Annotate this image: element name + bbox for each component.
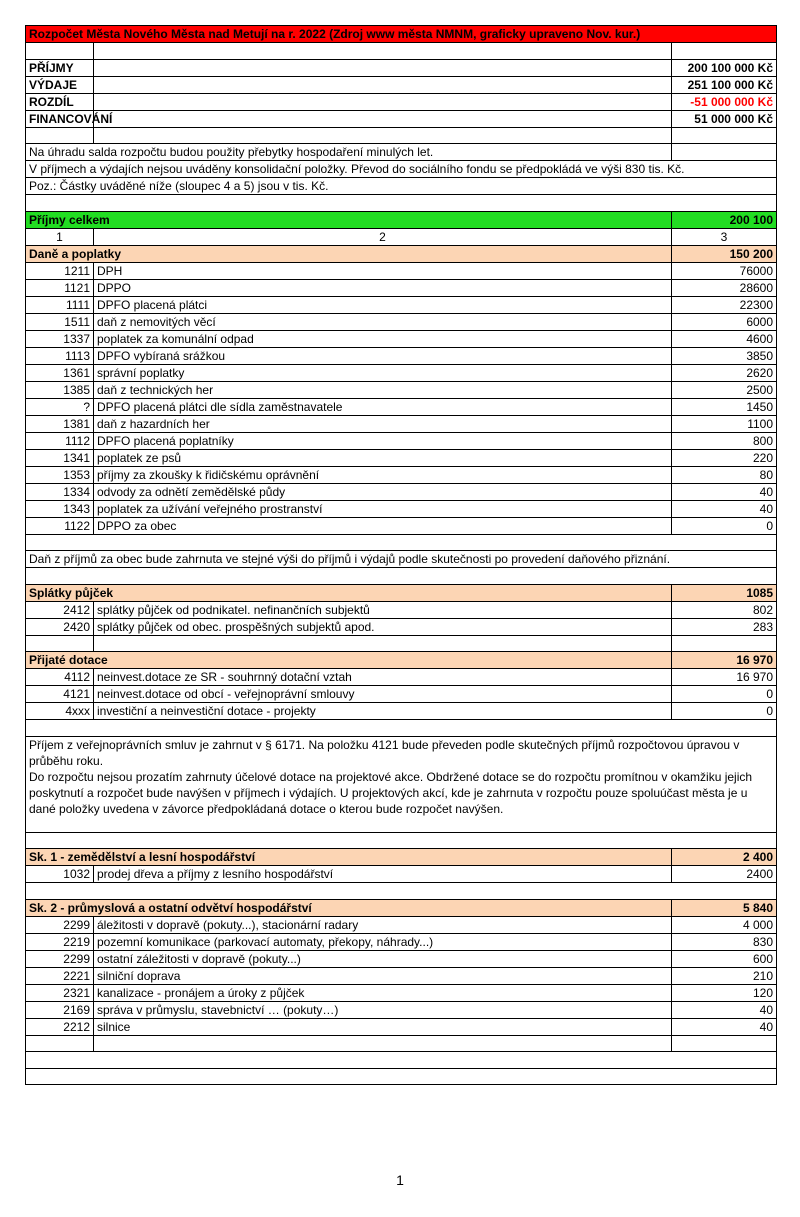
note-paragraph: Do rozpočtu nejsou prozatím zahrnuty účelové dotace na projektové akce. Obdržené dotace se do rozpočtu promítnou v okamžiku jejich poskytnutí a rozpočet bude navýšen v příjmech i výdajích. U projektových akcí, kde je zahrnuta v rozpočtu pouze spoluúčast města je u dané položky uvedena v závorce předpokládaná dotace o kterou bude rozpočet navýšen. [29, 769, 753, 816]
item-code: 4112 [26, 669, 94, 686]
item-name: daň z technických her [94, 381, 672, 398]
summary-value: 200 100 000 Kč [672, 59, 777, 76]
summary-row [26, 110, 777, 127]
item-code: 1122 [26, 517, 94, 534]
item-name: odvody za odnětí zemědělské půdy [94, 483, 672, 500]
item-name: silnice [94, 1018, 672, 1035]
dotace-header [26, 652, 777, 669]
item-name: správní poplatky [94, 364, 672, 381]
item-code: 2169 [26, 1001, 94, 1018]
dotace-label: Přijaté dotace [26, 652, 672, 669]
empty-cell [672, 43, 777, 60]
table-row [26, 347, 777, 364]
empty-cell [94, 635, 672, 652]
item-value: 2500 [672, 381, 777, 398]
item-value: 4 000 [672, 916, 777, 933]
item-value: 76000 [672, 262, 777, 279]
item-name: neinvest.dotace od obcí - veřejnoprávní smlouvy [94, 686, 672, 703]
item-code: 2219 [26, 933, 94, 950]
empty-row [26, 1068, 777, 1085]
item-value: 1100 [672, 415, 777, 432]
sk2-label: Sk. 2 - průmyslová a ostatní odvětví hospodářství [26, 899, 672, 916]
table-row [26, 432, 777, 449]
item-code: 1121 [26, 279, 94, 296]
column-header-row [26, 228, 777, 245]
table-row [26, 313, 777, 330]
empty-row [26, 43, 777, 60]
empty-cell [26, 883, 777, 900]
note-row [26, 144, 777, 161]
note-verejnopravni [26, 736, 777, 832]
item-value: 2400 [672, 866, 777, 883]
item-name: daň z hazardních her [94, 415, 672, 432]
dane-label: Daně a poplatky [26, 245, 672, 262]
item-value: 4600 [672, 330, 777, 347]
item-value: 28600 [672, 279, 777, 296]
item-name: příjmy za zkoušky k řidičskému oprávnění [94, 466, 672, 483]
sk2-total: 5 840 [672, 899, 777, 916]
item-code: 2212 [26, 1018, 94, 1035]
item-code: 1337 [26, 330, 94, 347]
empty-cell [26, 568, 777, 585]
item-name: ostatní záležitosti v dopravě (pokuty...) [94, 950, 672, 967]
table-row [26, 916, 777, 933]
item-value: 830 [672, 933, 777, 950]
item-value: 40 [672, 1001, 777, 1018]
table-row [26, 984, 777, 1001]
item-name: poplatek za komunální odpad [94, 330, 672, 347]
table-row [26, 686, 777, 703]
column-header: 1 [26, 228, 94, 245]
note-row [26, 551, 777, 568]
empty-cell [26, 1068, 777, 1085]
empty-row [26, 127, 777, 144]
table-row [26, 398, 777, 415]
summary-value: -51 000 000 Kč [672, 93, 777, 110]
summary-value: 251 100 000 Kč [672, 76, 777, 93]
note-row [26, 161, 777, 178]
item-value: 0 [672, 686, 777, 703]
item-name: splátky půjček od obec. prospěšných subjektů apod. [94, 618, 672, 635]
empty-cell [94, 43, 672, 60]
dane-total: 150 200 [672, 245, 777, 262]
item-code: 1353 [26, 466, 94, 483]
item-name: pozemní komunikace (parkovací automaty, překopy, náhrady...) [94, 933, 672, 950]
item-name: daň z nemovitých věcí [94, 313, 672, 330]
empty-cell [26, 127, 94, 144]
table-row [26, 950, 777, 967]
summary-value: 51 000 000 Kč [672, 110, 777, 127]
table-row [26, 449, 777, 466]
note-pozn: Poz.: Částky uváděné níže (sloupec 4 a 5) jsou v tis. Kč. [26, 178, 777, 195]
empty-row [26, 832, 777, 849]
item-code: 1113 [26, 347, 94, 364]
empty-cell [26, 195, 777, 212]
item-name: správa v průmyslu, stavebnictví … (pokuty…) [94, 1001, 672, 1018]
table-row [26, 618, 777, 635]
empty-cell [26, 720, 777, 737]
summary-label: ROZDÍL [26, 93, 94, 110]
item-code: 1334 [26, 483, 94, 500]
empty-row [26, 1052, 777, 1069]
empty-row [26, 195, 777, 212]
item-code: 1341 [26, 449, 94, 466]
note-salda: Na úhradu salda rozpočtu budou použity přebytky hospodaření minulých let. [26, 144, 672, 161]
item-name: áležitosti v dopravě (pokuty...), stacionární radary [94, 916, 672, 933]
total-row [26, 211, 777, 228]
note-paragraph: Příjem z veřejnoprávních smluv je zahrnut v § 6171. Na položku 4121 bude převeden podle skutečných příjmů rozpočtovou úpravou v průběhu roku. [29, 737, 740, 768]
empty-cell [94, 1035, 672, 1052]
item-value: 120 [672, 984, 777, 1001]
empty-row [26, 720, 777, 737]
item-code: 2299 [26, 916, 94, 933]
item-name: DPFO vybíraná srážkou [94, 347, 672, 364]
table-row [26, 415, 777, 432]
item-code: 2412 [26, 601, 94, 618]
item-value: 0 [672, 517, 777, 534]
note-dan-obec: Daň z příjmů za obec bude zahrnuta ve stejné výši do příjmů i výdajů podle skutečnosti po provedení daňového přiznání. [26, 551, 777, 568]
item-value: 40 [672, 1018, 777, 1035]
empty-cell [26, 635, 94, 652]
empty-row [26, 883, 777, 900]
splatky-header [26, 584, 777, 601]
item-value: 802 [672, 601, 777, 618]
table-row [26, 330, 777, 347]
summary-label: PŘÍJMY [26, 59, 94, 76]
item-code: 4121 [26, 686, 94, 703]
table-row [26, 933, 777, 950]
table-row [26, 381, 777, 398]
item-value: 1450 [672, 398, 777, 415]
item-code: 2420 [26, 618, 94, 635]
table-row [26, 703, 777, 720]
total-label: Příjmy celkem [26, 211, 672, 228]
note-konsolidace: V příjmech a výdajích nejsou uváděny konsolidační položky. Převod do sociálního fondu se předpokládá ve výši 830 tis. Kč. [26, 161, 777, 178]
table-row [26, 483, 777, 500]
empty-row [26, 568, 777, 585]
table-row [26, 601, 777, 618]
item-value: 210 [672, 967, 777, 984]
item-value: 22300 [672, 296, 777, 313]
item-code: 1211 [26, 262, 94, 279]
summary-row [26, 93, 777, 110]
item-name: DPPO za obec [94, 517, 672, 534]
item-code: ? [26, 398, 94, 415]
summary-label: VÝDAJE [26, 76, 94, 93]
empty-cell [26, 1035, 94, 1052]
item-name: neinvest.dotace ze SR - souhrnný dotační vztah [94, 669, 672, 686]
item-value: 2620 [672, 364, 777, 381]
note-row [26, 736, 777, 832]
document-title: Rozpočet Města Nového Města nad Metují na r. 2022 (Zdroj www města NMNM, graficky upraveno Nov. kur.) [26, 26, 777, 43]
table-row [26, 466, 777, 483]
table-row [26, 500, 777, 517]
summary-row [26, 59, 777, 76]
item-code: 4xxx [26, 703, 94, 720]
item-name: silniční doprava [94, 967, 672, 984]
item-name: DPPO [94, 279, 672, 296]
summary-label: FINANCOVÁNÍ [26, 110, 94, 127]
sk2-header [26, 899, 777, 916]
item-name: DPFO placená poplatníky [94, 432, 672, 449]
item-value: 16 970 [672, 669, 777, 686]
item-name: investiční a neinvestiční dotace - projekty [94, 703, 672, 720]
empty-row [26, 635, 777, 652]
note-row [26, 178, 777, 195]
empty-row [26, 1035, 777, 1052]
item-value: 220 [672, 449, 777, 466]
empty-cell [26, 1052, 777, 1069]
column-header: 3 [672, 228, 777, 245]
empty-cell [672, 144, 777, 161]
item-code: 1111 [26, 296, 94, 313]
empty-cell [26, 534, 777, 551]
summary-row [26, 76, 777, 93]
empty-cell [672, 635, 777, 652]
item-code: 1385 [26, 381, 94, 398]
table-row [26, 866, 777, 883]
item-code: 1032 [26, 866, 94, 883]
item-value: 40 [672, 483, 777, 500]
empty-cell [672, 127, 777, 144]
table-row [26, 296, 777, 313]
empty-cell [94, 93, 672, 110]
item-value: 283 [672, 618, 777, 635]
table-row [26, 517, 777, 534]
table-row [26, 669, 777, 686]
table-row [26, 1001, 777, 1018]
splatky-label: Splátky půjček [26, 584, 672, 601]
item-name: prodej dřeva a příjmy z lesního hospodářství [94, 866, 672, 883]
table-row [26, 279, 777, 296]
item-code: 1112 [26, 432, 94, 449]
item-code: 1361 [26, 364, 94, 381]
table-row [26, 1018, 777, 1035]
item-code: 2321 [26, 984, 94, 1001]
item-value: 0 [672, 703, 777, 720]
dotace-total: 16 970 [672, 652, 777, 669]
sk1-total: 2 400 [672, 849, 777, 866]
item-code: 1343 [26, 500, 94, 517]
empty-cell [94, 110, 672, 127]
item-value: 3850 [672, 347, 777, 364]
item-name: poplatek za užívání veřejného prostranství [94, 500, 672, 517]
empty-cell [94, 76, 672, 93]
column-header: 2 [94, 228, 672, 245]
item-name: DPH [94, 262, 672, 279]
total-value: 200 100 [672, 211, 777, 228]
item-name: DPFO placená plátci [94, 296, 672, 313]
budget-sheet [25, 25, 777, 1085]
empty-cell [94, 59, 672, 76]
sk1-header [26, 849, 777, 866]
empty-cell [26, 832, 777, 849]
empty-cell [672, 1035, 777, 1052]
table-row [26, 967, 777, 984]
table-row [26, 262, 777, 279]
splatky-total: 1085 [672, 584, 777, 601]
title-row [26, 26, 777, 43]
item-value: 80 [672, 466, 777, 483]
item-value: 600 [672, 950, 777, 967]
dane-header [26, 245, 777, 262]
empty-row [26, 534, 777, 551]
table-row [26, 364, 777, 381]
item-code: 2299 [26, 950, 94, 967]
item-code: 1381 [26, 415, 94, 432]
empty-cell [94, 127, 672, 144]
item-name: kanalizace - pronájem a úroky z půjček [94, 984, 672, 1001]
empty-cell [26, 43, 94, 60]
item-name: splátky půjček od podnikatel. nefinančních subjektů [94, 601, 672, 618]
sk1-label: Sk. 1 - zemědělství a lesní hospodářství [26, 849, 672, 866]
page-number: 1 [396, 1172, 404, 1188]
item-code: 2221 [26, 967, 94, 984]
item-code: 1511 [26, 313, 94, 330]
item-value: 800 [672, 432, 777, 449]
item-value: 40 [672, 500, 777, 517]
item-name: poplatek ze psů [94, 449, 672, 466]
item-value: 6000 [672, 313, 777, 330]
item-name: DPFO placená plátci dle sídla zaměstnavatele [94, 398, 672, 415]
